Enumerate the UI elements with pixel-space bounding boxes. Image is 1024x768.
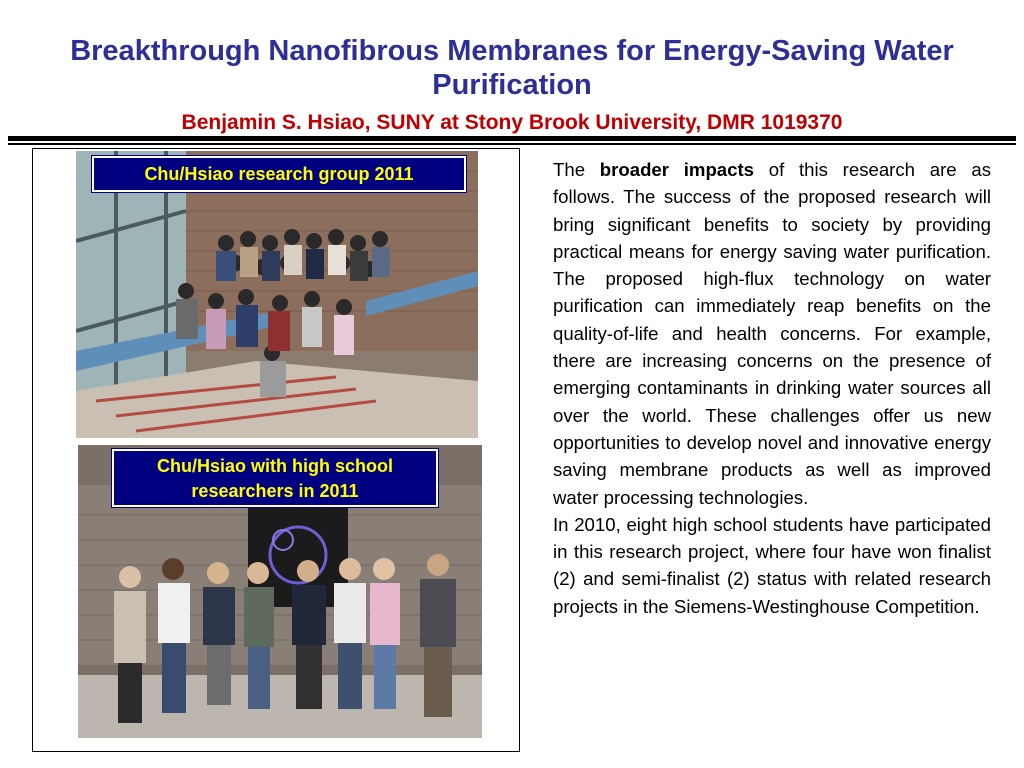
high-school-paragraph: In 2010, eight high school students have participated in this research project, where four have won finalist (2) and semi-finalist (2) status with related research projects in the Siemens-Westinghouse Competition.: [553, 513, 991, 617]
slide-title: Breakthrough Nanofibrous Membranes for Energy-Saving Water Purification: [70, 35, 954, 101]
body-text: [553, 156, 991, 620]
broader-impacts-paragraph: [553, 156, 991, 511]
slide-author: Benjamin S. Hsiao, SUNY at Stony Brook University, DMR 1019370: [181, 111, 843, 134]
high-school-caption: Chu/Hsiao with high school researchers in 2011: [112, 449, 438, 507]
research-group-photo: [76, 151, 478, 438]
research-group-caption: Chu/Hsiao research group 2011: [92, 156, 466, 192]
title-divider-thin: [8, 143, 1016, 145]
paragraph-lead: The: [553, 159, 600, 180]
broader-impacts-term: broader impacts: [599, 159, 755, 180]
title-divider-thick: [8, 136, 1016, 141]
paragraph-body: of this research are as follows. The success of the proposed research will bring significant benefits to society by providing practical means for energy saving water purification. The proposed high-flux technology on water purification can immediately reap benefits on the quality-of-life and health concerns. For example, there are increasing concerns on the presence of emerging contaminants in drinking water sources all over the world. These challenges offer us new opportunities to develop novel and innovative energy saving membrane products as well as improved water processing technologies.: [553, 159, 991, 508]
